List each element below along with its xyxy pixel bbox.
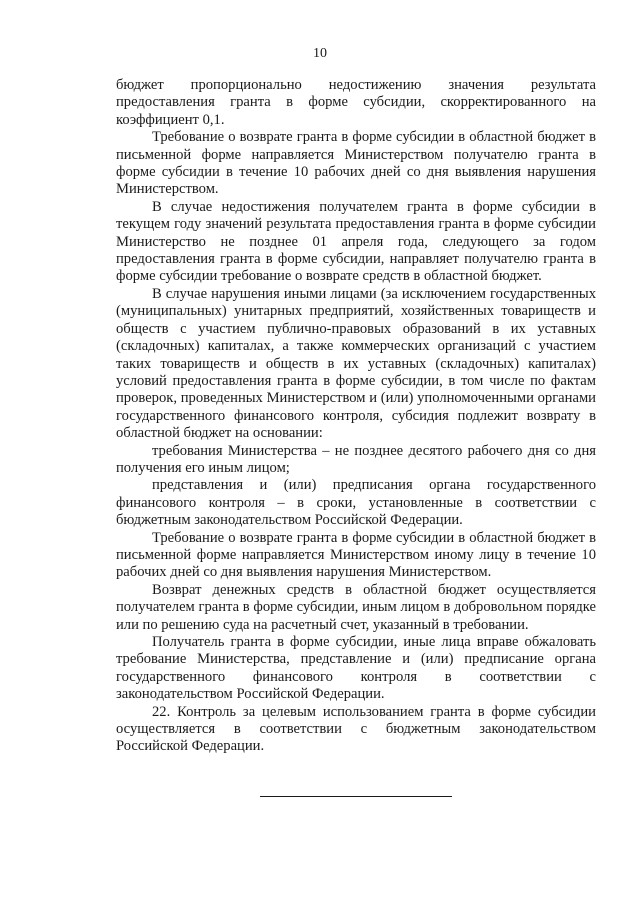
paragraph-return-requirement: Требование о возврате гранта в форме субсидии в областной бюджет в письменной форме направляется Министерством получателю гранта в форме субсидии в течение 10 рабочих дней со дня выявления нарушения Министерством. xyxy=(116,129,596,198)
paragraph-continuation: бюджет пропорционально недостижению значения результата предоставления гранта в форме субсидии, скорректированного на коэффициент 0,1. xyxy=(116,77,596,128)
paragraph-appeal-right: Получатель гранта в форме субсидии, иные лица вправе обжаловать требование Министерства, представление и (или) предписание органа государственного финансового контроля в соответствии с законодательством Российской Федерации. xyxy=(116,634,596,703)
document-body xyxy=(116,77,596,756)
paragraph-written-requirement-other: Требование о возврате гранта в форме субсидии в областной бюджет в письменной форме направляется Министерством иному лицу в течение 10 рабочих дней со дня выявления нарушения Министерством. xyxy=(116,529,596,581)
paragraph-ministry-requirement: требования Министерства – не позднее десятого рабочего дня со дня получения его иным лицом; xyxy=(116,442,596,476)
paragraph-violation-other-persons: В случае нарушения иными лицами (за исключением государственных (муниципальных) унитарных предприятий, хозяйственных товариществ и обществ с участием публично-правовых образований в их уставных (складочных) капиталах, а также коммерческих организаций с участием таких товариществ и обществ в их уставных (складочных) капиталах) условий предоставления гранта в форме субсидии, в том числе по фактам проверок, проведенных Министерством и (или) уполномоченными органами государственного финансового контроля, субсидия подлежит возврату в областной бюджет на основании: xyxy=(116,285,596,442)
closing-rule xyxy=(260,796,452,797)
paragraph-non-achievement: В случае недостижения получателем гранта в форме субсидии в текущем году значений результата предоставления гранта в форме субсидии Министерство не позднее 01 апреля года, следующего за годом предоставления гранта в форме субсидии, направляет получателю гранта в форме субсидии требование о возврате средств в областной бюджет. xyxy=(116,198,596,285)
page-number: 10 xyxy=(313,46,327,61)
paragraph-control-body-order: представления и (или) предписания органа государственного финансового контроля – в сроки, установленные в соответствии с бюджетным законодательством Российской Федерации. xyxy=(116,477,596,529)
paragraph-refund-procedure: Возврат денежных средств в областной бюджет осуществляется получателем гранта в форме субсидии, иным лицом в добровольном порядке или по решению суда на расчетный счет, указанный в требовании. xyxy=(116,581,596,633)
paragraph-item-22: 22. Контроль за целевым использованием гранта в форме субсидии осуществляется в соответствии с бюджетным законодательством Российской Федерации. xyxy=(116,703,596,755)
